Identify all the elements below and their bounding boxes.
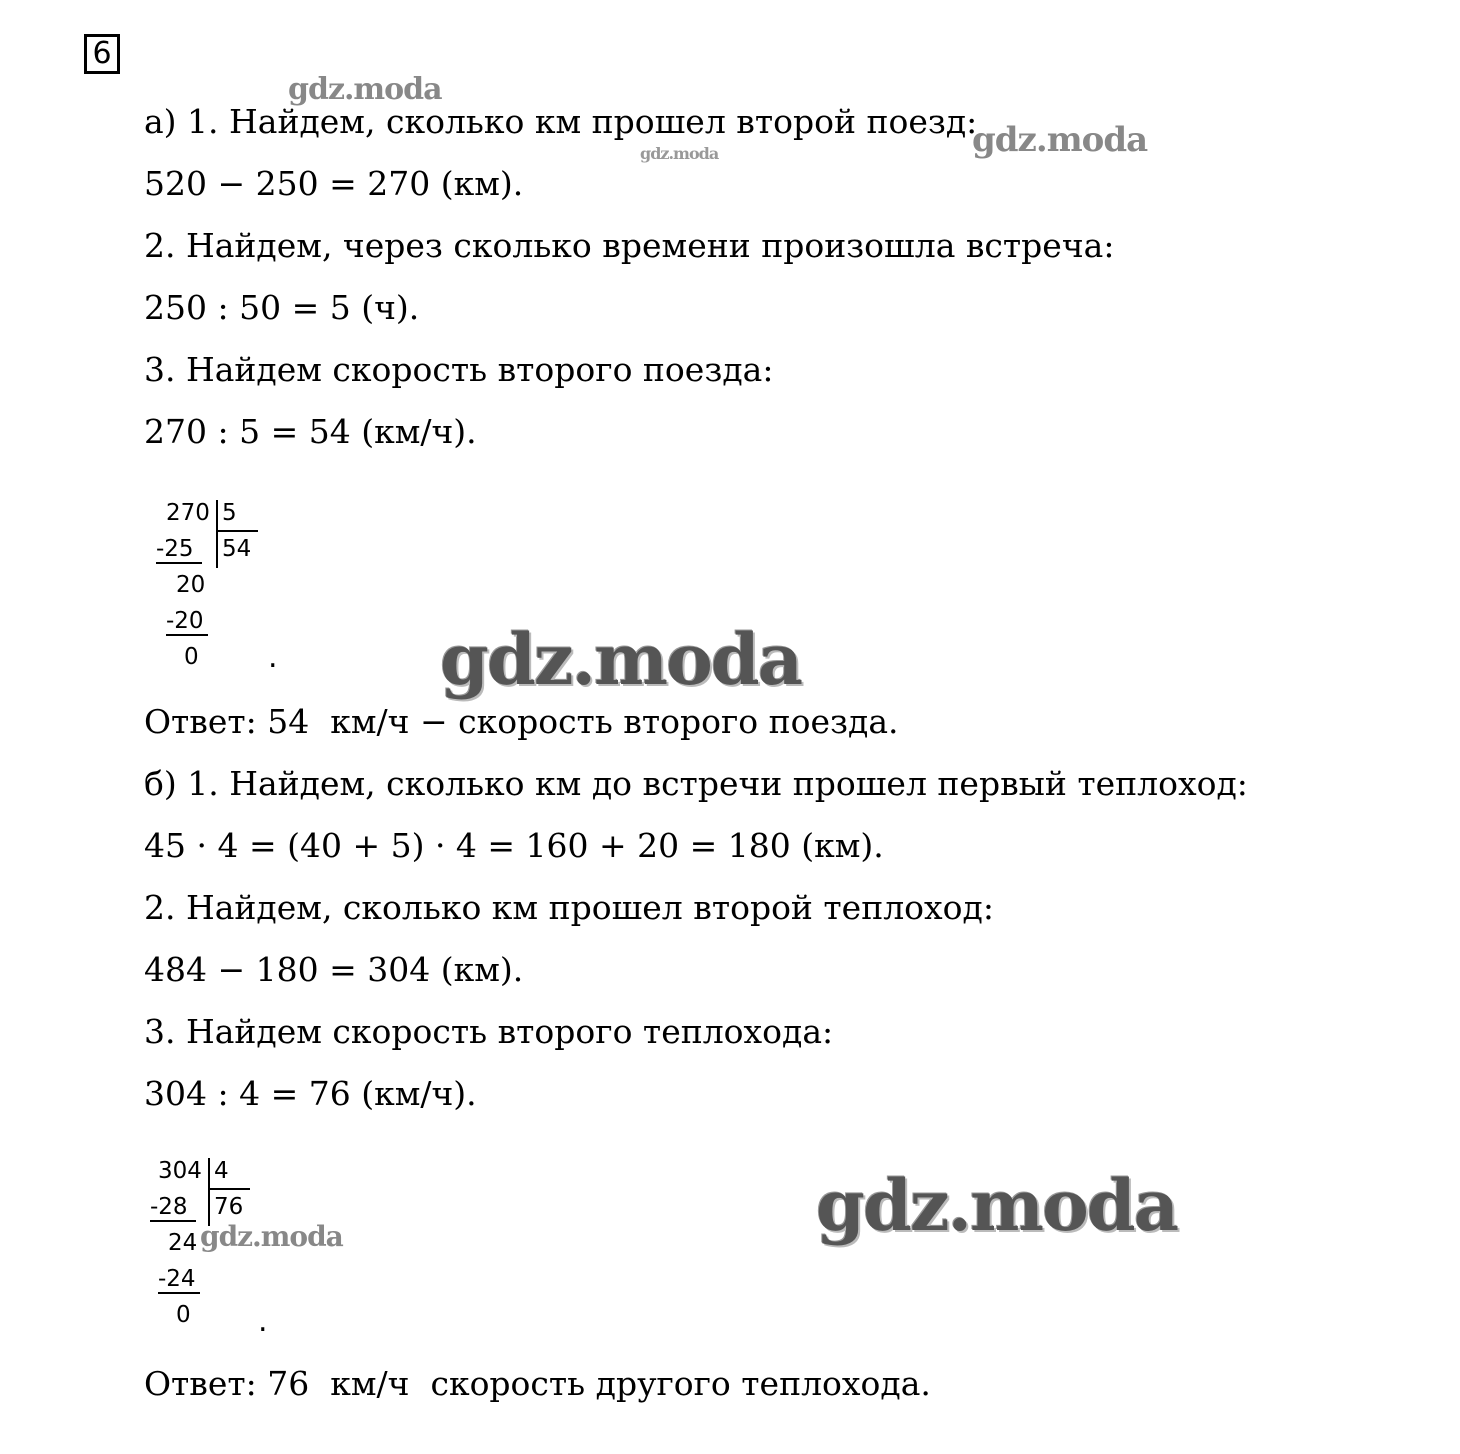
step-subtract-1: -25	[156, 536, 194, 562]
part-a-step3: 3. Найдем скорость второго поезда:	[144, 350, 774, 389]
quotient: 54	[222, 536, 252, 562]
step-underline-2	[158, 1292, 200, 1294]
part-b-calc2: 484 − 180 = 304 (км).	[144, 950, 524, 989]
part-b-calc3: 304 : 4 = 76 (км/ч).	[144, 1074, 477, 1113]
part-b-answer: Ответ: 76 км/ч скорость другого теплохода.	[144, 1364, 931, 1403]
step-subtract-2: -20	[166, 608, 204, 634]
trailing-dot-a: .	[268, 640, 278, 675]
dividend: 304	[158, 1158, 202, 1184]
step-remainder-2: 0	[176, 1302, 191, 1328]
step-underline-1	[156, 562, 202, 564]
part-b-step1: б) 1. Найдем, сколько км до встречи прошел первый теплоход:	[144, 764, 1248, 803]
step-remainder-1: 20	[176, 572, 206, 598]
step-subtract-2: -24	[158, 1266, 196, 1292]
step-subtract-1: -28	[150, 1194, 188, 1220]
trailing-dot-b: .	[258, 1304, 268, 1339]
division-horizontal-line	[216, 530, 258, 532]
step-remainder-1: 24	[168, 1230, 198, 1256]
watermark: gdz.moda	[440, 618, 802, 701]
dividend: 270	[166, 500, 210, 526]
watermark: gdz.moda	[640, 144, 719, 163]
task-number: 6	[84, 34, 120, 74]
part-b-step3: 3. Найдем скорость второго теплохода:	[144, 1012, 834, 1051]
watermark: gdz.moda	[972, 120, 1148, 160]
watermark: gdz.moda	[288, 72, 442, 107]
division-vertical-line	[208, 1158, 210, 1226]
part-a-calc3: 270 : 5 = 54 (км/ч).	[144, 412, 477, 451]
part-b-step2: 2. Найдем, сколько км прошел второй теплоход:	[144, 888, 994, 927]
step-remainder-2: 0	[184, 644, 199, 670]
step-underline-1	[150, 1220, 196, 1222]
part-a-step1: а) 1. Найдем, сколько км прошел второй поезд:	[144, 102, 978, 141]
quotient: 76	[214, 1194, 244, 1220]
watermark: gdz.moda	[816, 1164, 1178, 1247]
watermark: gdz.moda	[200, 1220, 343, 1253]
part-a-answer: Ответ: 54 км/ч − скорость второго поезда.	[144, 702, 899, 741]
division-vertical-line	[216, 500, 218, 568]
divisor: 4	[214, 1158, 229, 1184]
part-a-calc1: 520 − 250 = 270 (км).	[144, 164, 524, 203]
divisor: 5	[222, 500, 237, 526]
part-b-calc1: 45 · 4 = (40 + 5) · 4 = 160 + 20 = 180 (км).	[144, 826, 884, 865]
step-underline-2	[166, 634, 208, 636]
part-a-calc2: 250 : 50 = 5 (ч).	[144, 288, 420, 327]
division-horizontal-line	[208, 1188, 250, 1190]
part-a-step2: 2. Найдем, через сколько времени произошла встреча:	[144, 226, 1115, 265]
